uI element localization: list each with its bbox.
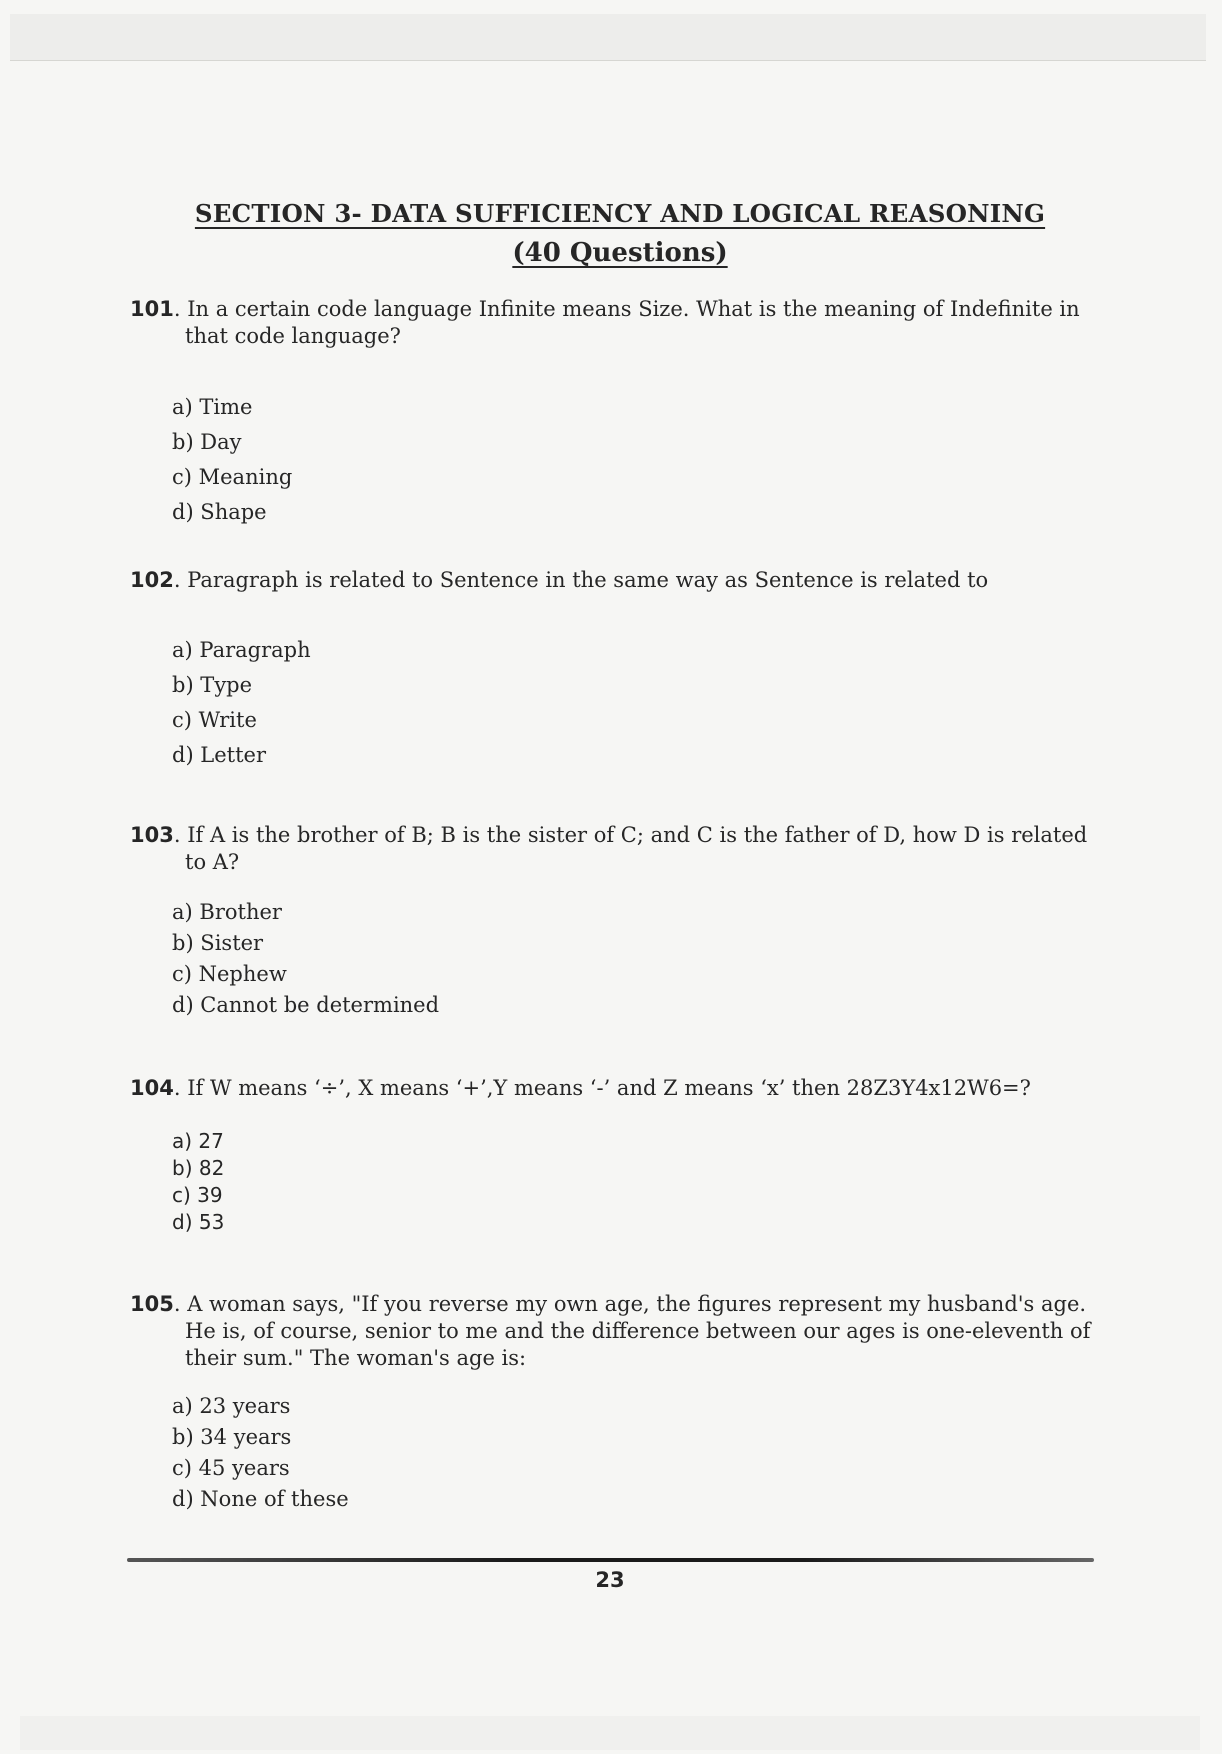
question-104 bbox=[130, 1075, 1100, 1234]
question-text: In a certain code language Infinite means Size. What is the meaning of Indefinite in that code language? bbox=[185, 297, 1080, 348]
question-number: 102 bbox=[130, 568, 174, 592]
option-c[interactable]: c) 39 bbox=[172, 1183, 223, 1207]
option-b[interactable]: b) 34 years bbox=[172, 1425, 292, 1449]
option-b[interactable]: b) Sister bbox=[172, 931, 264, 955]
section-subtitle: (40 Questions) bbox=[512, 238, 728, 268]
option-b[interactable]: b) 82 bbox=[172, 1156, 225, 1180]
option-c[interactable]: c) Nephew bbox=[172, 962, 287, 986]
option-d[interactable]: d) 53 bbox=[172, 1210, 225, 1234]
question-text: Paragraph is related to Sentence in the same way as Sentence is related to bbox=[187, 568, 989, 592]
question-101 bbox=[130, 296, 1100, 524]
scan-bottom-edge bbox=[20, 1716, 1200, 1750]
question-text: A woman says, "If you reverse my own age, the figures represent my husband's age. He is, of course, senior to me and the difference between our ages is one-eleventh of their sum." The woman's age is: bbox=[185, 1292, 1091, 1370]
footer-divider bbox=[127, 1558, 1094, 1562]
section-title: SECTION 3- DATA SUFFICIENCY AND LOGICAL REASONING bbox=[194, 199, 1046, 228]
page-number: 23 bbox=[595, 1568, 625, 1592]
option-c[interactable]: c) Meaning bbox=[172, 465, 293, 489]
options-list bbox=[172, 1391, 349, 1515]
scan-top-edge bbox=[10, 14, 1206, 61]
option-b[interactable]: b) Type bbox=[172, 673, 253, 697]
option-c[interactable]: c) 45 years bbox=[172, 1456, 290, 1480]
question-103 bbox=[130, 822, 1100, 1017]
question-stem: 105. A woman says, "If you reverse my own age, the figures represent my husband's age. He is, of course, senior to me and the difference between our ages is one-eleventh of their sum." The woman's age is: bbox=[130, 1292, 1091, 1370]
options-list bbox=[172, 1128, 224, 1236]
option-b[interactable]: b) Day bbox=[172, 430, 242, 454]
option-a[interactable]: a) Brother bbox=[172, 900, 282, 924]
option-a[interactable]: a) 23 years bbox=[172, 1394, 291, 1418]
question-text: If A is the brother of B; B is the sister of C; and C is the father of D, how D is related to A? bbox=[185, 823, 1088, 874]
options-list bbox=[172, 633, 311, 773]
question-stem: 102. Paragraph is related to Sentence in the same way as Sentence is related to bbox=[130, 568, 989, 592]
option-a[interactable]: a) Time bbox=[172, 395, 253, 419]
option-a[interactable]: a) 27 bbox=[172, 1129, 224, 1153]
question-102 bbox=[130, 567, 1100, 767]
option-d[interactable]: d) Shape bbox=[172, 500, 267, 524]
question-stem: 104. If W means ‘÷’, X means ‘+’,Y means ‘-’ and Z means ‘x’ then 28Z3Y4x12W6=? bbox=[130, 1076, 1031, 1100]
question-stem: 101. In a certain code language Infinite means Size. What is the meaning of Indefinite in that code language? bbox=[130, 297, 1080, 348]
option-d[interactable]: d) Letter bbox=[172, 743, 267, 767]
question-number: 105 bbox=[130, 1292, 174, 1316]
option-a[interactable]: a) Paragraph bbox=[172, 638, 311, 662]
option-d[interactable]: d) None of these bbox=[172, 1487, 349, 1511]
question-105 bbox=[130, 1291, 1100, 1511]
question-number: 104 bbox=[130, 1076, 174, 1100]
options-list bbox=[172, 897, 439, 1021]
option-c[interactable]: c) Write bbox=[172, 708, 257, 732]
question-stem: 103. If A is the brother of B; B is the sister of C; and C is the father of D, how D is related to A? bbox=[130, 823, 1088, 874]
question-number: 101 bbox=[130, 297, 174, 321]
option-d[interactable]: d) Cannot be determined bbox=[172, 993, 440, 1017]
question-text: If W means ‘÷’, X means ‘+’,Y means ‘-’ and Z means ‘x’ then 28Z3Y4x12W6=? bbox=[187, 1076, 1031, 1100]
options-list bbox=[172, 390, 292, 530]
question-number: 103 bbox=[130, 823, 174, 847]
